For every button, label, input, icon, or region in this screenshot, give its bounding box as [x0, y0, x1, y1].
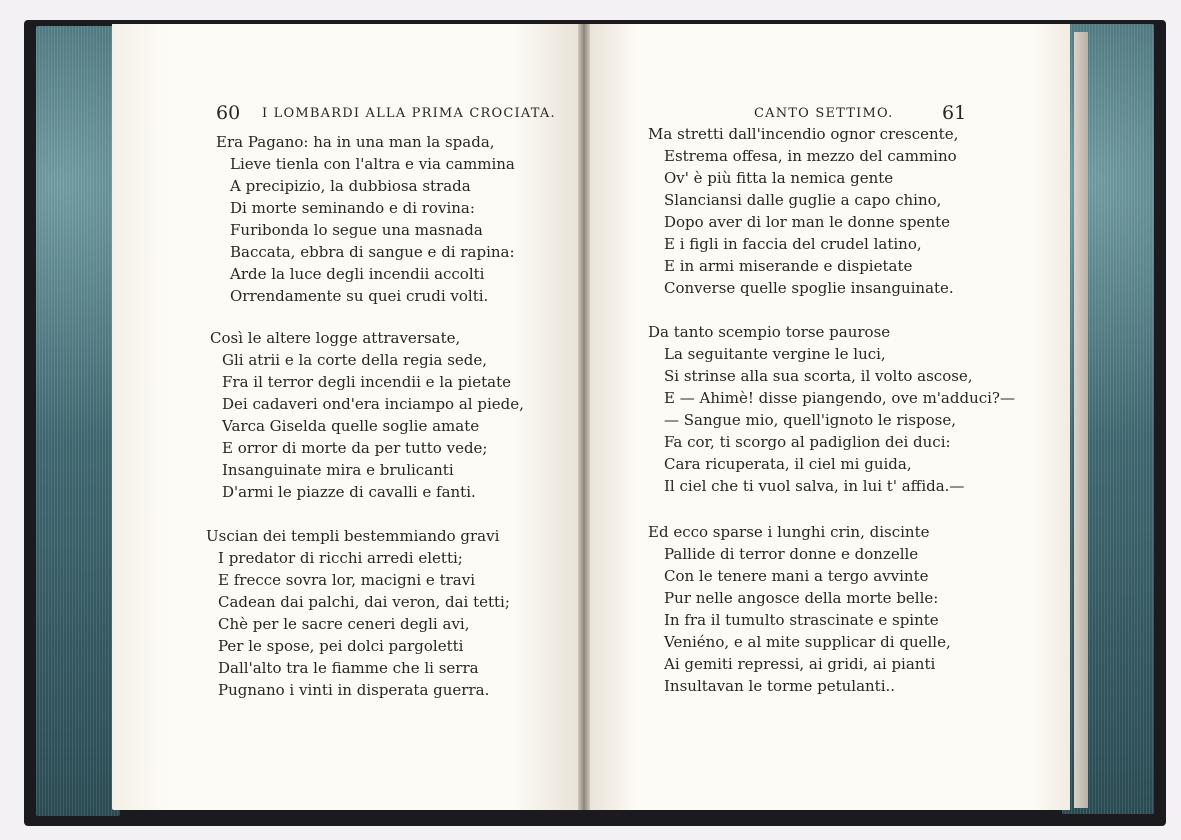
verse-line: Baccata, ebbra di sangue e di rapina: — [230, 243, 515, 261]
verse-line: Insultavan le torme petulanti.. — [664, 677, 896, 695]
left-page-number: 60 — [216, 102, 241, 124]
right-page — [590, 24, 1070, 810]
verse-line: Estrema offesa, in mezzo del cammino — [664, 147, 957, 165]
left-page — [112, 24, 578, 810]
verse-line: Era Pagano: ha in una man la spada, — [216, 133, 495, 151]
verse-line: Uscian dei templi bestemmiando gravi — [206, 527, 500, 545]
verse-line: Ed ecco sparse i lunghi crin, discinte — [648, 523, 930, 541]
left-page-header: I LOMBARDI ALLA PRIMA CROCIATA. — [262, 106, 556, 121]
right-page-number: 61 — [942, 102, 967, 124]
verse-line: Insanguinate mira e brulicanti — [222, 461, 454, 479]
verse-line: Ma stretti dall'incendio ognor crescente, — [648, 125, 959, 143]
verse-line: Si strinse alla sua scorta, il volto ascose, — [664, 367, 973, 385]
verse-line: Da tanto scempio torse paurose — [648, 323, 891, 341]
verse-line: E in armi miserande e dispietate — [664, 257, 913, 275]
verse-line: Converse quelle spoglie insanguinate. — [664, 279, 954, 297]
verse-line: Cara ricuperata, il ciel mi guida, — [664, 455, 912, 473]
verse-line: In fra il tumulto strascinate e spinte — [664, 611, 939, 629]
verse-line: Per le spose, pei dolci pargoletti — [218, 637, 464, 655]
verse-line: Chè per le sacre ceneri degli avi, — [218, 615, 470, 633]
verse-line: D'armi le piazze di cavalli e fanti. — [222, 483, 476, 501]
verse-line: Dei cadaveri ond'era inciampo al piede, — [222, 395, 524, 413]
verse-line: La seguitante vergine le luci, — [664, 345, 886, 363]
verse-line: Di morte seminando e di rovina: — [230, 199, 475, 217]
verse-line: Dall'alto tra le fiamme che li serra — [218, 659, 479, 677]
right-page-fore-edge — [1074, 32, 1088, 808]
verse-line: Il ciel che ti vuol salva, in lui t' affida.— — [664, 477, 965, 495]
verse-line: — Sangue mio, quell'ignoto le rispose, — [664, 411, 957, 429]
verse-line: E orror di morte da per tutto vede; — [222, 439, 488, 457]
verse-line: Furibonda lo segue una masnada — [230, 221, 483, 239]
verse-line: Pugnano i vinti in disperata guerra. — [218, 681, 490, 699]
verse-line: Lieve tienla con l'altra e via cammina — [230, 155, 515, 173]
left-page-edges — [36, 26, 120, 816]
verse-line: Così le altere logge attraversate, — [210, 329, 461, 347]
verse-line: I predator di ricchi arredi eletti; — [218, 549, 463, 567]
verse-line: Orrendamente su quei crudi volti. — [230, 287, 489, 305]
book-gutter — [578, 24, 590, 810]
verse-line: Ov' è più fitta la nemica gente — [664, 169, 894, 187]
verse-line: E frecce sovra lor, macigni e travi — [218, 571, 475, 589]
verse-line: Cadean dai palchi, dai veron, dai tetti; — [218, 593, 510, 611]
verse-line: Varca Giselda quelle soglie amate — [222, 417, 480, 435]
verse-line: Ai gemiti repressi, ai gridi, ai pianti — [664, 655, 936, 673]
verse-line: Pur nelle angosce della morte belle: — [664, 589, 939, 607]
verse-line: Pallide di terror donne e donzelle — [664, 545, 919, 563]
verse-line: Con le tenere mani a tergo avvinte — [664, 567, 929, 585]
verse-line: Arde la luce degli incendii accolti — [230, 265, 485, 283]
verse-line: E i figli in faccia del crudel latino, — [664, 235, 922, 253]
verse-line: E — Ahimè! disse piangendo, ove m'adduci?— — [664, 389, 1015, 407]
verse-line: Fra il terror degli incendii e la pietate — [222, 373, 511, 391]
verse-line: Veniéno, e al mite supplicar di quelle, — [664, 633, 951, 651]
verse-line: Gli atrii e la corte della regia sede, — [222, 351, 488, 369]
verse-line: Slanciansi dalle guglie a capo chino, — [664, 191, 942, 209]
verse-line: Dopo aver di lor man le donne spente — [664, 213, 951, 231]
verse-line: Fa cor, ti scorgo al padiglion dei duci: — [664, 433, 951, 451]
verse-line: A precipizio, la dubbiosa strada — [230, 177, 471, 195]
right-page-header: CANTO SETTIMO. — [754, 106, 894, 121]
